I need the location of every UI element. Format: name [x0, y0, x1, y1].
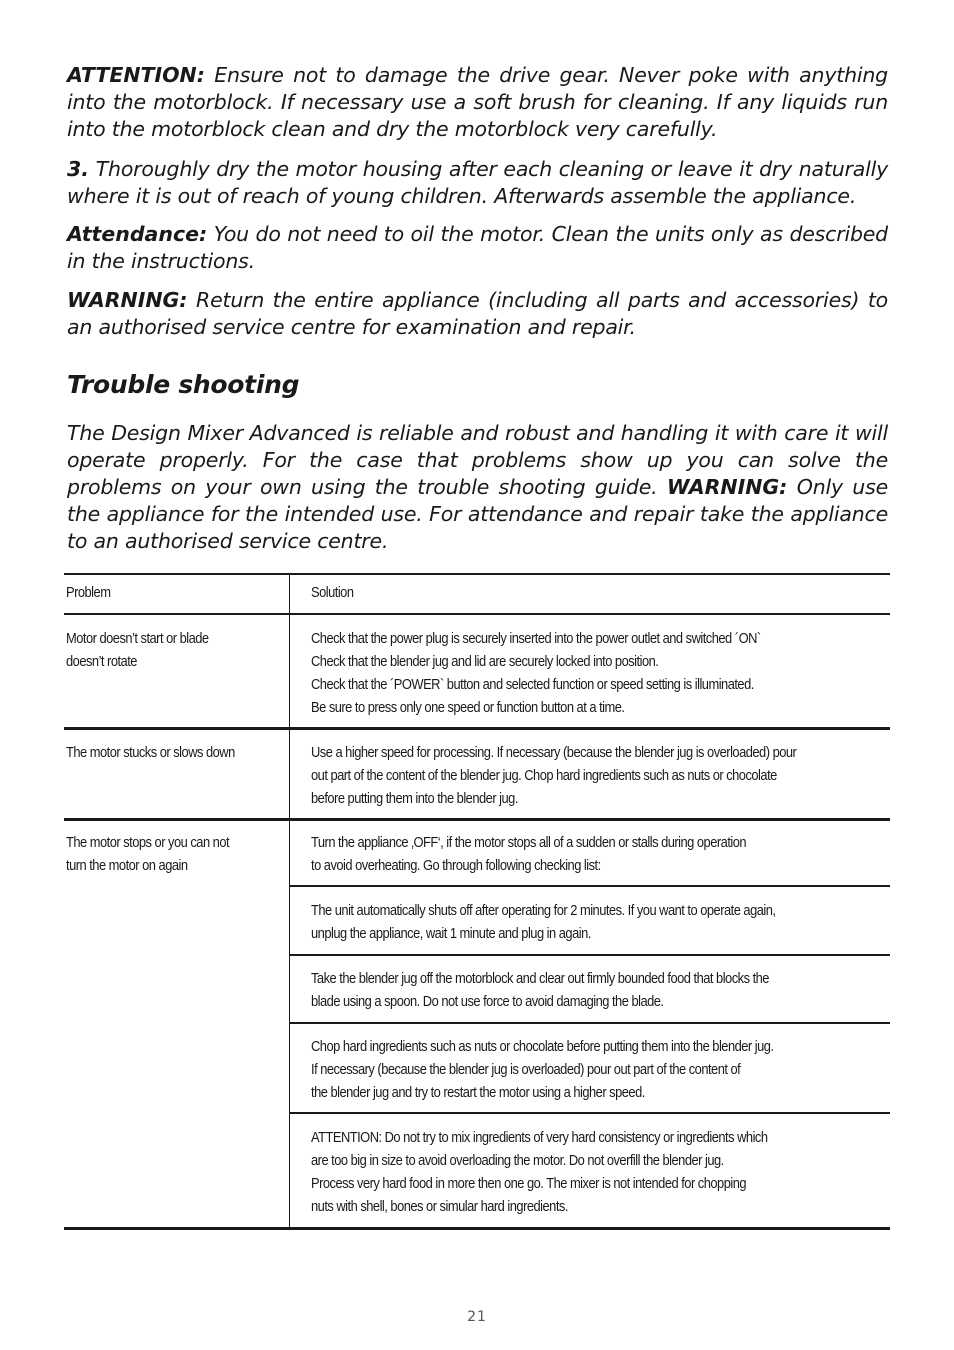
step-3-text: Thoroughly dry the motor housing after each cleaning or leave it dry naturally where it is out of reach of young children. Afterwards assemble the appliance.: [67, 157, 888, 208]
warning-text: Return the entire appliance (including all parts and accessories) to an authorised service centre for examination and repair.: [67, 288, 888, 339]
header-bottom-rule: [64, 613, 890, 615]
table-bottom-rule: [64, 1227, 890, 1230]
attention-paragraph: [67, 62, 888, 143]
solution-divider-1: [290, 885, 890, 887]
attendance-label: Attendance:: [67, 222, 208, 246]
table-row-solution: ATTENTION: Do not try to mix ingredients of very hard consistency or ingredients which are too big in size to avoid overloading the motor. Do not overfill the blender jug. Process very hard food in more then one go. The mixer is not intended for chopping nuts with shell, bones or simular hard ingredients.: [311, 1129, 768, 1215]
solution-header: Solution: [311, 584, 354, 601]
troubleshooting-warning-text: Only use the appliance for the intended use. For attendance and repair take the appliance to an authorised service centre.: [67, 475, 888, 553]
attendance-text: You do not need to oil the motor. Clean the units only as described in the instructions.: [67, 222, 888, 273]
step-3-paragraph: [67, 156, 888, 210]
table-row-solution: Check that the power plug is securely inserted into the power outlet and switched ´ON` Check that the blender jug and lid are securely locked into position. Check that the ´POWER` button and selected function or speed setting is illuminated. Be sure to press only one speed or function button at a time.: [311, 630, 761, 716]
step-3-label: 3.: [67, 157, 90, 181]
solution-divider-2: [290, 954, 890, 956]
row-2-bottom-rule: [64, 818, 890, 821]
warning-label: WARNING:: [67, 288, 188, 312]
attention-label: ATTENTION:: [67, 63, 205, 87]
attention-text: Ensure not to damage the drive gear. Never poke with anything into the motorblock. If necessary use a soft brush for cleaning. If any liquids run into the motorblock clean and dry the motorblock very carefully.: [67, 63, 888, 141]
table-row-solution: Chop hard ingredients such as nuts or chocolate before putting them into the blender jug. If necessary (because the blender jug is overloaded) pour out part of the content of the blender jug and try to restart the motor using a higher speed.: [311, 1038, 774, 1101]
troubleshooting-intro: [67, 420, 888, 555]
table-row-solution: Take the blender jug off the motorblock and clear out firmly bounded food that blocks the blade using a spoon. Do not use force to avoid damaging the blade.: [311, 970, 769, 1010]
table-row-problem: The motor stucks or slows down: [66, 744, 235, 761]
table-row-problem: The motor stops or you can not turn the motor on again: [66, 834, 230, 874]
solution-divider-3: [290, 1022, 890, 1024]
table-row-problem: Motor doesn’t start or blade doesn’t rotate: [66, 630, 209, 670]
section-title: Trouble shooting: [67, 370, 300, 399]
table-row-solution: Turn the appliance ‚OFF‘, if the motor stops all of a sudden or stalls during operation to avoid overheating. Go through following checking list:: [311, 834, 747, 874]
column-separator: [289, 573, 290, 1229]
problem-header: Problem: [66, 584, 111, 601]
page-number: 21: [467, 1309, 487, 1325]
row-1-bottom-rule: [64, 727, 890, 730]
solution-divider-4: [290, 1112, 890, 1114]
troubleshooting-warning-label: WARNING:: [666, 475, 788, 499]
table-row-solution: The unit automatically shuts off after operating for 2 minutes. If you want to operate again, unplug the appliance, wait 1 minute and plug in again.: [311, 902, 776, 942]
warning-paragraph: [67, 287, 888, 341]
troubleshooting-intro-text: The Design Mixer Advanced is reliable and robust and handling it with care it will operate properly. For the case that problems show up you can solve the problems on your own using the trouble shooting guide.: [67, 421, 888, 499]
table-row-solution: Use a higher speed for processing. If necessary (because the blender jug is overloaded) pour out part of the content of the blender jug. Chop hard ingredients such as nuts or chocolate before putting them into the blender jug.: [311, 744, 797, 807]
table-top-rule: [64, 573, 890, 575]
attendance-paragraph: [67, 221, 888, 275]
